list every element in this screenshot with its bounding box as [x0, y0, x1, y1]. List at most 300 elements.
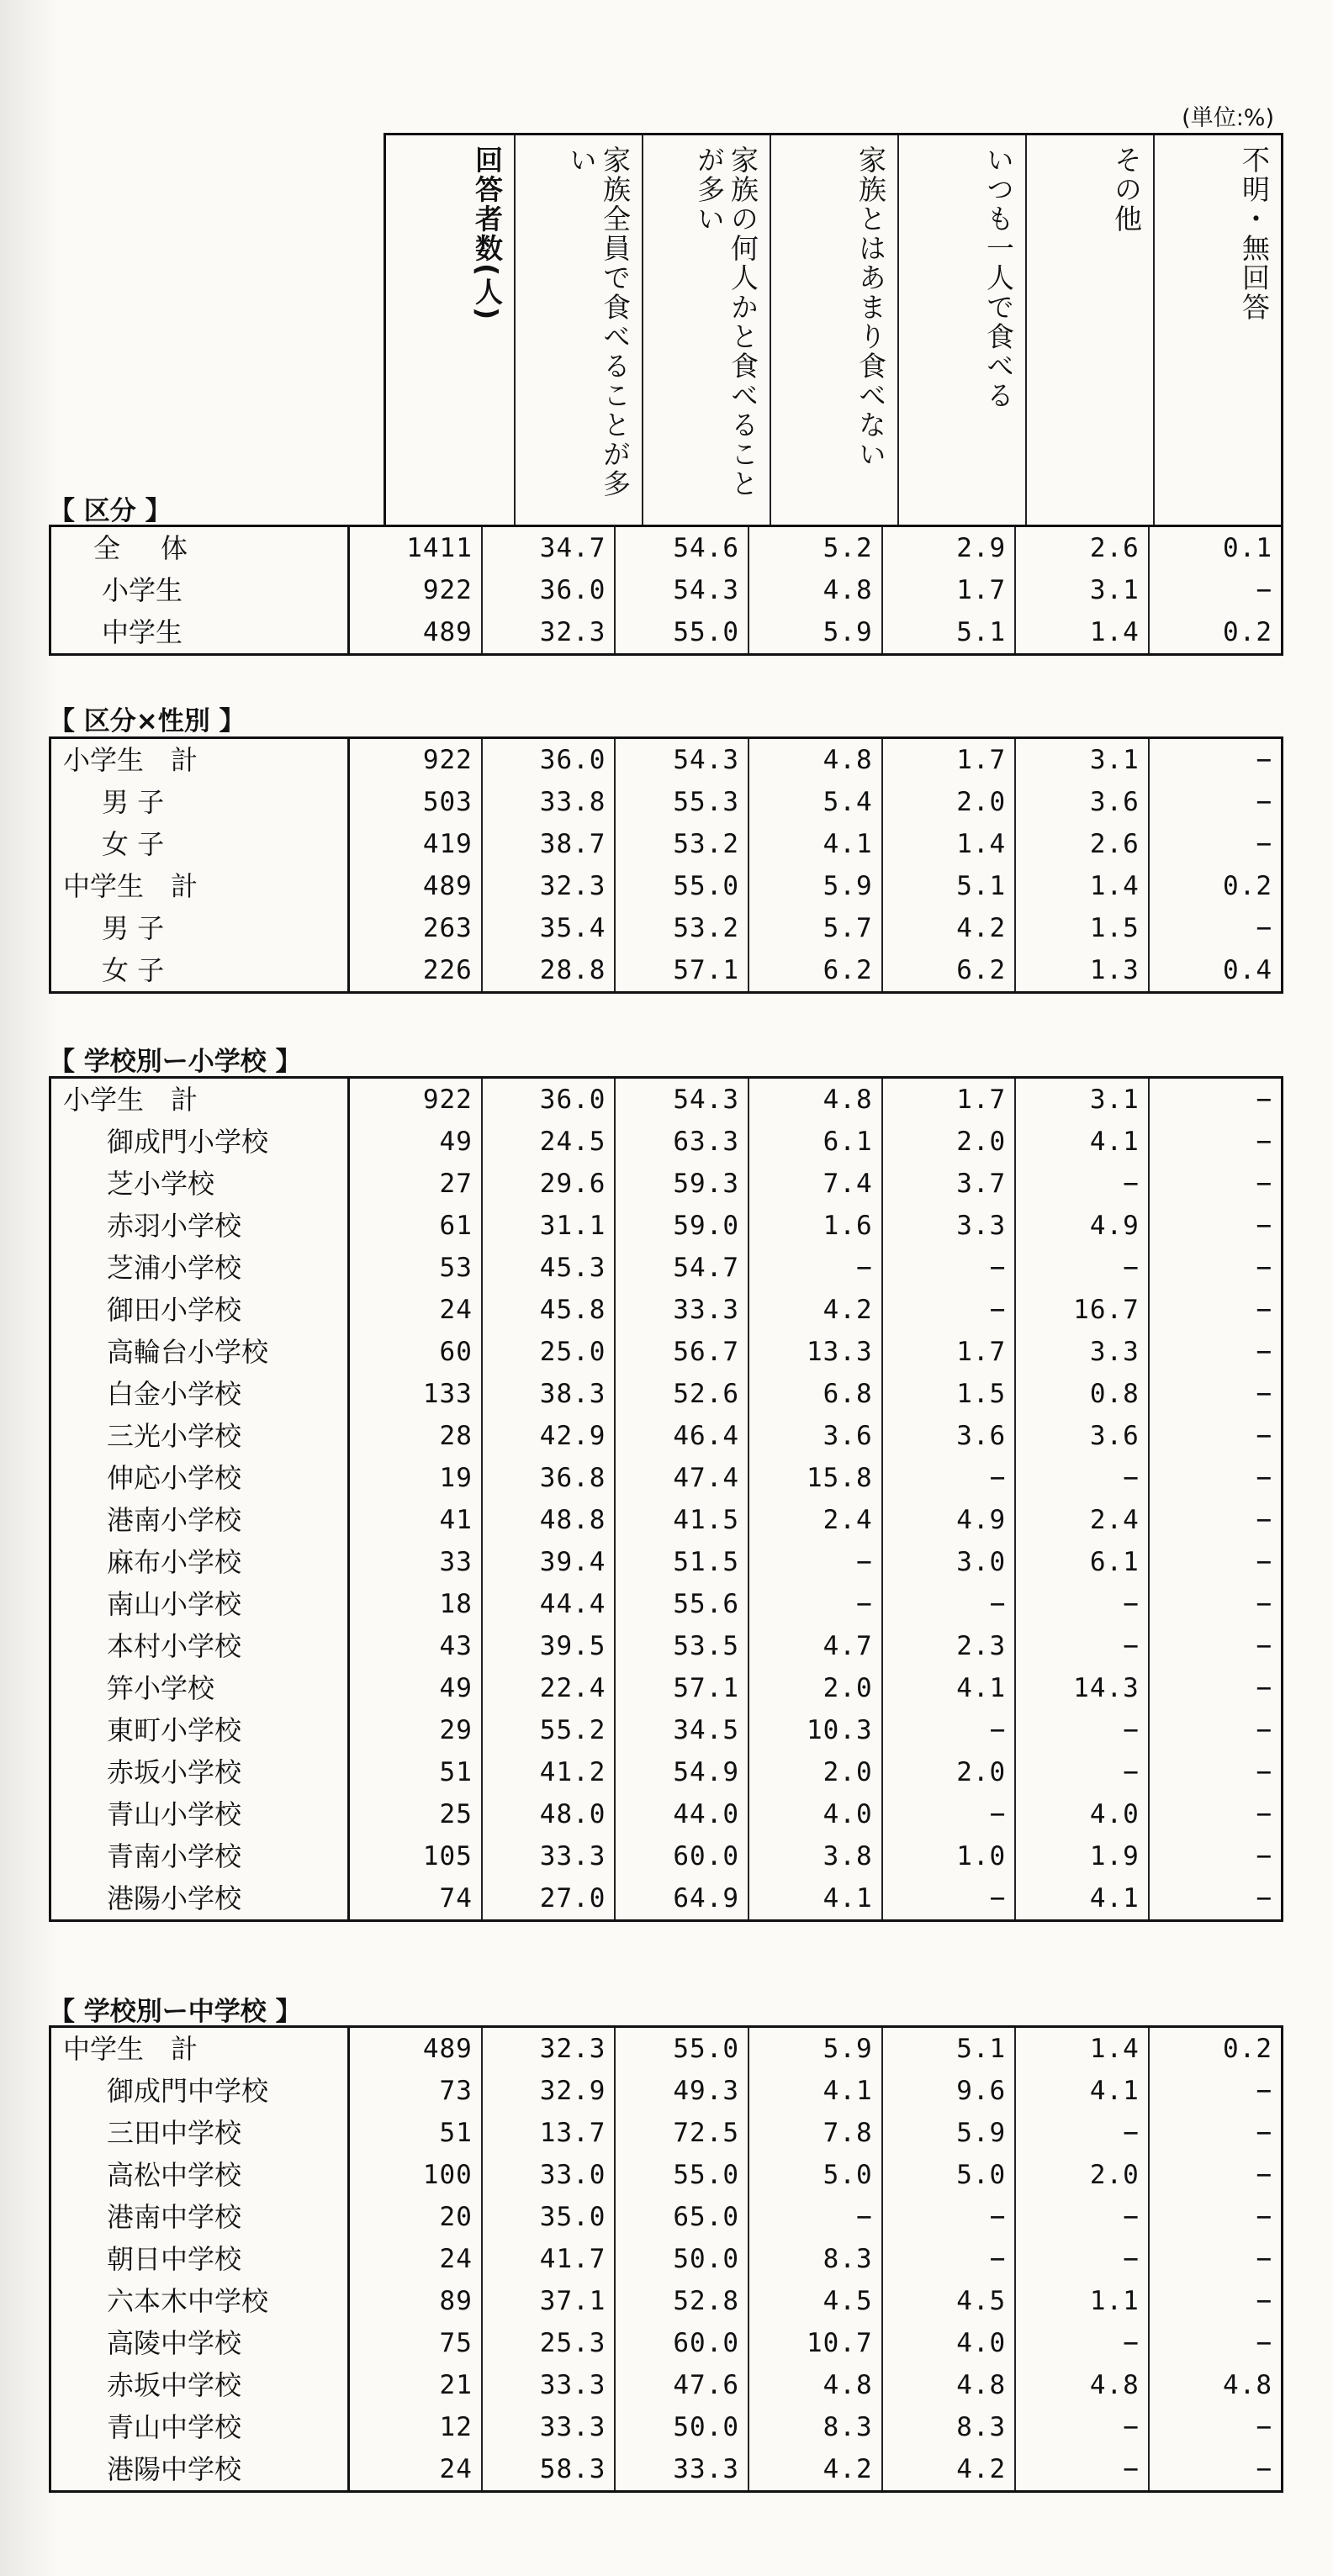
- table-row: [50, 2154, 1283, 2196]
- cell-value: −: [1015, 1751, 1149, 1793]
- cell-value: 3.6: [1015, 781, 1149, 823]
- cell-value: 47.6: [615, 2364, 748, 2406]
- cell-value: 20: [348, 2196, 482, 2238]
- header-rarely-family: 家族とはあまり食べない: [770, 135, 897, 525]
- cell-value: 263: [348, 907, 482, 949]
- cell-value: 9.6: [882, 2070, 1016, 2112]
- cell-value: 32.3: [482, 2027, 616, 2071]
- table-row: [50, 1078, 1283, 1122]
- cell-value: 59.3: [615, 1163, 748, 1205]
- header-all-family: 家族全員で食べることが多い: [514, 135, 642, 525]
- cell-value: −: [748, 1247, 882, 1289]
- cell-value: 32.3: [482, 865, 616, 907]
- cell-value: 14.3: [1015, 1667, 1149, 1709]
- row-label: 朝日中学校: [107, 2243, 242, 2275]
- cell-value: 41.2: [482, 1751, 616, 1793]
- cell-value: 489: [348, 2027, 482, 2071]
- cell-value: 5.0: [882, 2154, 1016, 2196]
- cell-value: 2.0: [882, 781, 1016, 823]
- cell-value: 51: [348, 2112, 482, 2154]
- cell-value: 5.7: [748, 907, 882, 949]
- cell-value: −: [882, 1247, 1016, 1289]
- cell-value: 63.3: [615, 1121, 748, 1163]
- cell-value: 489: [348, 865, 482, 907]
- cell-value: 35.4: [482, 907, 616, 949]
- row-label: 女 子: [102, 828, 165, 860]
- table-row: [50, 2406, 1283, 2448]
- cell-value: 2.0: [1015, 2154, 1149, 2196]
- cell-value: 5.9: [748, 865, 882, 907]
- cell-value: 133: [348, 1373, 482, 1415]
- cell-value: 5.2: [748, 526, 882, 570]
- cell-value: 34.5: [615, 1709, 748, 1751]
- table-row: [50, 2070, 1283, 2112]
- row-label: 芝浦小学校: [107, 1252, 242, 1284]
- cell-value: 41: [348, 1499, 482, 1541]
- cell-value: 45.3: [482, 1247, 616, 1289]
- cell-value: −: [1149, 1583, 1283, 1625]
- table-row: [50, 611, 1283, 655]
- row-label: 小学生 計: [63, 1084, 198, 1116]
- cell-value: 4.2: [882, 907, 1016, 949]
- table-category: [49, 525, 1283, 656]
- cell-value: −: [1015, 2196, 1149, 2238]
- cell-value: 21: [348, 2364, 482, 2406]
- cell-value: 1.5: [1015, 907, 1149, 949]
- cell-value: 3.3: [1015, 1331, 1149, 1373]
- row-label: 高松中学校: [107, 2159, 242, 2191]
- cell-value: 503: [348, 781, 482, 823]
- cell-value: 489: [348, 611, 482, 655]
- cell-value: 54.6: [615, 526, 748, 570]
- cell-value: 1.7: [882, 738, 1016, 782]
- cell-value: 3.6: [882, 1415, 1016, 1457]
- cell-value: 4.8: [748, 569, 882, 611]
- cell-value: −: [1149, 781, 1283, 823]
- row-label: 南山小学校: [107, 1588, 242, 1620]
- cell-value: 54.3: [615, 738, 748, 782]
- cell-value: −: [1015, 2322, 1149, 2364]
- cell-value: 54.9: [615, 1751, 748, 1793]
- table-row: [50, 1877, 1283, 1921]
- cell-value: −: [1149, 2238, 1283, 2280]
- cell-value: 2.6: [1015, 823, 1149, 865]
- cell-value: 33.3: [482, 1835, 616, 1877]
- cell-value: 4.0: [882, 2322, 1016, 2364]
- cell-value: 33.3: [482, 2364, 616, 2406]
- table-row: [50, 2112, 1283, 2154]
- table-row: [50, 2238, 1283, 2280]
- table-row: [50, 526, 1283, 570]
- table-row: [50, 1205, 1283, 1247]
- cell-value: −: [882, 1289, 1016, 1331]
- header-always-alone: いつも一人で食べる: [897, 135, 1025, 525]
- row-label: 青山小学校: [107, 1798, 242, 1830]
- section-title-category: 【 区分 】: [49, 496, 172, 526]
- cell-value: 2.0: [882, 1751, 1016, 1793]
- cell-value: 29: [348, 1709, 482, 1751]
- cell-value: −: [1149, 1499, 1283, 1541]
- cell-value: 5.9: [748, 2027, 882, 2071]
- row-label: 港南小学校: [107, 1504, 242, 1536]
- cell-value: 10.7: [748, 2322, 882, 2364]
- cell-value: 1.0: [882, 1835, 1016, 1877]
- cell-value: 1.3: [1015, 949, 1149, 993]
- row-label: 御成門中学校: [107, 2075, 269, 2107]
- cell-value: 36.8: [482, 1457, 616, 1499]
- cell-value: 7.8: [748, 2112, 882, 2154]
- cell-value: 4.9: [882, 1499, 1016, 1541]
- cell-value: −: [1015, 1709, 1149, 1751]
- cell-value: 1.7: [882, 1078, 1016, 1122]
- cell-value: 25: [348, 1793, 482, 1835]
- table-row: [50, 1793, 1283, 1835]
- cell-value: 0.8: [1015, 1373, 1149, 1415]
- table-row: [50, 1625, 1283, 1667]
- cell-value: 54.3: [615, 1078, 748, 1122]
- cell-value: 22.4: [482, 1667, 616, 1709]
- cell-value: 922: [348, 738, 482, 782]
- cell-value: 44.4: [482, 1583, 616, 1625]
- cell-value: −: [1149, 2154, 1283, 2196]
- cell-value: 4.9: [1015, 1205, 1149, 1247]
- cell-value: −: [1149, 2406, 1283, 2448]
- cell-value: 24: [348, 1289, 482, 1331]
- row-label: 青山中学校: [107, 2411, 242, 2443]
- row-label: 赤坂中学校: [107, 2369, 242, 2401]
- cell-value: 2.9: [882, 526, 1016, 570]
- cell-value: 51: [348, 1751, 482, 1793]
- cell-value: 36.0: [482, 738, 616, 782]
- cell-value: 54.7: [615, 1247, 748, 1289]
- cell-value: 4.7: [748, 1625, 882, 1667]
- cell-value: −: [882, 2196, 1016, 2238]
- cell-value: 41.7: [482, 2238, 616, 2280]
- cell-value: −: [1149, 1121, 1283, 1163]
- cell-value: −: [882, 1877, 1016, 1921]
- table-row: [50, 2027, 1283, 2071]
- cell-value: 5.1: [882, 2027, 1016, 2071]
- cell-value: 50.0: [615, 2406, 748, 2448]
- cell-value: −: [1149, 2112, 1283, 2154]
- cell-value: 36.0: [482, 569, 616, 611]
- row-label: 全 体: [93, 532, 195, 564]
- cell-value: 5.1: [882, 865, 1016, 907]
- cell-value: 25.0: [482, 1331, 616, 1373]
- cell-value: 1.4: [1015, 611, 1149, 655]
- cell-value: 55.0: [615, 865, 748, 907]
- cell-value: 60: [348, 1331, 482, 1373]
- cell-value: 49: [348, 1667, 482, 1709]
- cell-value: 89: [348, 2280, 482, 2322]
- cell-value: 57.1: [615, 949, 748, 993]
- table-row: [50, 1709, 1283, 1751]
- row-label: 芝小学校: [107, 1168, 215, 1200]
- cell-value: 25.3: [482, 2322, 616, 2364]
- table-row: [50, 2280, 1283, 2322]
- cell-value: 39.4: [482, 1541, 616, 1583]
- cell-value: 4.1: [1015, 2070, 1149, 2112]
- cell-value: 61: [348, 1205, 482, 1247]
- cell-value: −: [1149, 1541, 1283, 1583]
- table-elementary: [49, 1076, 1283, 1922]
- table-row: [50, 1289, 1283, 1331]
- cell-value: 4.5: [882, 2280, 1016, 2322]
- cell-value: −: [1149, 1709, 1283, 1751]
- cell-value: −: [1015, 2238, 1149, 2280]
- cell-value: 52.8: [615, 2280, 748, 2322]
- table-row: [50, 1415, 1283, 1457]
- row-label: 港陽中学校: [107, 2453, 242, 2485]
- cell-value: −: [1149, 823, 1283, 865]
- cell-value: 100: [348, 2154, 482, 2196]
- cell-value: −: [748, 1541, 882, 1583]
- cell-value: 12: [348, 2406, 482, 2448]
- cell-value: 33.8: [482, 781, 616, 823]
- cell-value: 31.1: [482, 1205, 616, 1247]
- row-label: 六本木中学校: [107, 2285, 269, 2317]
- cell-value: 3.1: [1015, 569, 1149, 611]
- cell-value: 33.3: [482, 2406, 616, 2448]
- cell-value: 2.4: [748, 1499, 882, 1541]
- cell-value: 28.8: [482, 949, 616, 993]
- row-label: 御成門小学校: [107, 1126, 269, 1158]
- cell-value: 53.2: [615, 907, 748, 949]
- cell-value: 41.5: [615, 1499, 748, 1541]
- cell-value: 60.0: [615, 1835, 748, 1877]
- cell-value: 4.8: [748, 1078, 882, 1122]
- cell-value: 49.3: [615, 2070, 748, 2112]
- cell-value: −: [1015, 2112, 1149, 2154]
- cell-value: 57.1: [615, 1667, 748, 1709]
- cell-value: 27: [348, 1163, 482, 1205]
- cell-value: 4.0: [1015, 1793, 1149, 1835]
- table-row: [50, 1121, 1283, 1163]
- cell-value: 226: [348, 949, 482, 993]
- cell-value: 43: [348, 1625, 482, 1667]
- cell-value: 19: [348, 1457, 482, 1499]
- cell-value: 1.4: [1015, 2027, 1149, 2071]
- cell-value: 922: [348, 569, 482, 611]
- cell-value: 922: [348, 1078, 482, 1122]
- cell-value: 4.1: [1015, 1877, 1149, 1921]
- row-label: 赤坂小学校: [107, 1756, 242, 1788]
- cell-value: 74: [348, 1877, 482, 1921]
- table-row: [50, 781, 1283, 823]
- cell-value: 2.4: [1015, 1499, 1149, 1541]
- cell-value: 2.3: [882, 1625, 1016, 1667]
- cell-value: 5.0: [748, 2154, 882, 2196]
- row-label: 白金小学校: [107, 1378, 242, 1410]
- cell-value: −: [1015, 2448, 1149, 2492]
- cell-value: 1.4: [882, 823, 1016, 865]
- cell-value: 8.3: [882, 2406, 1016, 2448]
- cell-value: 48.8: [482, 1499, 616, 1541]
- row-label: 男 子: [102, 912, 165, 944]
- cell-value: 33.3: [615, 2448, 748, 2492]
- cell-value: 1.5: [882, 1373, 1016, 1415]
- table-row: [50, 907, 1283, 949]
- cell-value: 55.0: [615, 2027, 748, 2071]
- cell-value: −: [1149, 1247, 1283, 1289]
- cell-value: 4.2: [748, 2448, 882, 2492]
- cell-value: 33.3: [615, 1289, 748, 1331]
- cell-value: −: [748, 1583, 882, 1625]
- table-row: [50, 1331, 1283, 1373]
- row-label: 港南中学校: [107, 2201, 242, 2233]
- cell-value: 18: [348, 1583, 482, 1625]
- section-title-junior-high: 【 学校別ー中学校 】: [49, 1997, 302, 2027]
- row-label: 本村小学校: [107, 1630, 242, 1662]
- cell-value: 28: [348, 1415, 482, 1457]
- cell-value: −: [1149, 1373, 1283, 1415]
- cell-value: 0.2: [1149, 2027, 1283, 2071]
- cell-value: 1.4: [1015, 865, 1149, 907]
- cell-value: −: [1015, 2406, 1149, 2448]
- cell-value: −: [1015, 1625, 1149, 1667]
- table-row: [50, 1457, 1283, 1499]
- cell-value: 5.1: [882, 611, 1016, 655]
- cell-value: 4.0: [748, 1793, 882, 1835]
- row-label: 高輪台小学校: [107, 1336, 269, 1368]
- cell-value: 6.2: [748, 949, 882, 993]
- cell-value: 51.5: [615, 1541, 748, 1583]
- cell-value: 5.4: [748, 781, 882, 823]
- row-label: 中学生: [102, 616, 183, 648]
- table-row: [50, 738, 1283, 782]
- table-row: [50, 1247, 1283, 1289]
- cell-value: −: [1149, 2448, 1283, 2492]
- cell-value: 0.1: [1149, 526, 1283, 570]
- cell-value: 44.0: [615, 1793, 748, 1835]
- cell-value: 54.3: [615, 569, 748, 611]
- row-label: 小学生 計: [63, 744, 198, 776]
- row-label: 港陽小学校: [107, 1882, 242, 1914]
- cell-value: −: [1149, 2280, 1283, 2322]
- cell-value: 0.2: [1149, 865, 1283, 907]
- cell-value: 5.9: [748, 611, 882, 655]
- cell-value: 73: [348, 2070, 482, 2112]
- cell-value: 45.8: [482, 1289, 616, 1331]
- table-row: [50, 1583, 1283, 1625]
- cell-value: 0.4: [1149, 949, 1283, 993]
- cell-value: 13.3: [748, 1331, 882, 1373]
- table-junior-high: [49, 2025, 1283, 2493]
- cell-value: 27.0: [482, 1877, 616, 1921]
- cell-value: 32.9: [482, 2070, 616, 2112]
- table-row: [50, 1835, 1283, 1877]
- cell-value: 38.3: [482, 1373, 616, 1415]
- cell-value: 2.6: [1015, 526, 1149, 570]
- cell-value: 24.5: [482, 1121, 616, 1163]
- cell-value: −: [1149, 907, 1283, 949]
- cell-value: 55.3: [615, 781, 748, 823]
- cell-value: 59.0: [615, 1205, 748, 1247]
- row-label: 中学生 計: [63, 2033, 198, 2065]
- table-row: [50, 949, 1283, 993]
- section-title-gender: 【 区分×性別 】: [49, 706, 246, 736]
- cell-value: −: [1149, 2322, 1283, 2364]
- cell-value: 50.0: [615, 2238, 748, 2280]
- cell-value: −: [1149, 1205, 1283, 1247]
- cell-value: −: [1149, 1289, 1283, 1331]
- cell-value: 4.8: [748, 738, 882, 782]
- table-row: [50, 1163, 1283, 1205]
- cell-value: −: [882, 1793, 1016, 1835]
- header-some-family: 家族の何人かと食べることが多い: [642, 135, 770, 525]
- table-row: [50, 2364, 1283, 2406]
- cell-value: −: [1149, 1667, 1283, 1709]
- cell-value: −: [1149, 1625, 1283, 1667]
- table-gender: [49, 736, 1283, 994]
- cell-value: 53.2: [615, 823, 748, 865]
- cell-value: −: [882, 1583, 1016, 1625]
- cell-value: 3.6: [748, 1415, 882, 1457]
- cell-value: 53: [348, 1247, 482, 1289]
- cell-value: −: [882, 1457, 1016, 1499]
- cell-value: −: [1149, 1457, 1283, 1499]
- cell-value: 8.3: [748, 2406, 882, 2448]
- cell-value: −: [1149, 1835, 1283, 1877]
- row-label: 麻布小学校: [107, 1546, 242, 1578]
- cell-value: 4.1: [748, 2070, 882, 2112]
- table-row: [50, 1751, 1283, 1793]
- header-other: その他: [1025, 135, 1153, 525]
- cell-value: 419: [348, 823, 482, 865]
- cell-value: 52.6: [615, 1373, 748, 1415]
- cell-value: −: [1149, 738, 1283, 782]
- table-row: [50, 1499, 1283, 1541]
- table-row: [50, 1667, 1283, 1709]
- cell-value: 60.0: [615, 2322, 748, 2364]
- cell-value: −: [1015, 1163, 1149, 1205]
- cell-value: 4.8: [1015, 2364, 1149, 2406]
- cell-value: 3.8: [748, 1835, 882, 1877]
- row-label: 赤羽小学校: [107, 1210, 242, 1242]
- table-row: [50, 823, 1283, 865]
- cell-value: 1.9: [1015, 1835, 1149, 1877]
- cell-value: −: [1149, 2070, 1283, 2112]
- cell-value: 33: [348, 1541, 482, 1583]
- row-label: 女 子: [102, 954, 165, 986]
- cell-value: 6.8: [748, 1373, 882, 1415]
- cell-value: 3.0: [882, 1541, 1016, 1583]
- cell-value: 16.7: [1015, 1289, 1149, 1331]
- cell-value: 6.2: [882, 949, 1016, 993]
- cell-value: 3.1: [1015, 1078, 1149, 1122]
- cell-value: 1.1: [1015, 2280, 1149, 2322]
- cell-value: 55.0: [615, 2154, 748, 2196]
- cell-value: 64.9: [615, 1877, 748, 1921]
- cell-value: 65.0: [615, 2196, 748, 2238]
- cell-value: −: [1149, 1877, 1283, 1921]
- table-row: [50, 2448, 1283, 2492]
- cell-value: 6.1: [748, 1121, 882, 1163]
- cell-value: 29.6: [482, 1163, 616, 1205]
- cell-value: 55.2: [482, 1709, 616, 1751]
- cell-value: 46.4: [615, 1415, 748, 1457]
- cell-value: 2.0: [748, 1667, 882, 1709]
- cell-value: −: [1015, 1247, 1149, 1289]
- table-row: [50, 1373, 1283, 1415]
- cell-value: 15.8: [748, 1457, 882, 1499]
- cell-value: −: [1149, 1415, 1283, 1457]
- cell-value: 55.6: [615, 1583, 748, 1625]
- row-label: 三田中学校: [107, 2117, 242, 2149]
- cell-value: 1411: [348, 526, 482, 570]
- cell-value: 72.5: [615, 2112, 748, 2154]
- row-label: 三光小学校: [107, 1420, 242, 1452]
